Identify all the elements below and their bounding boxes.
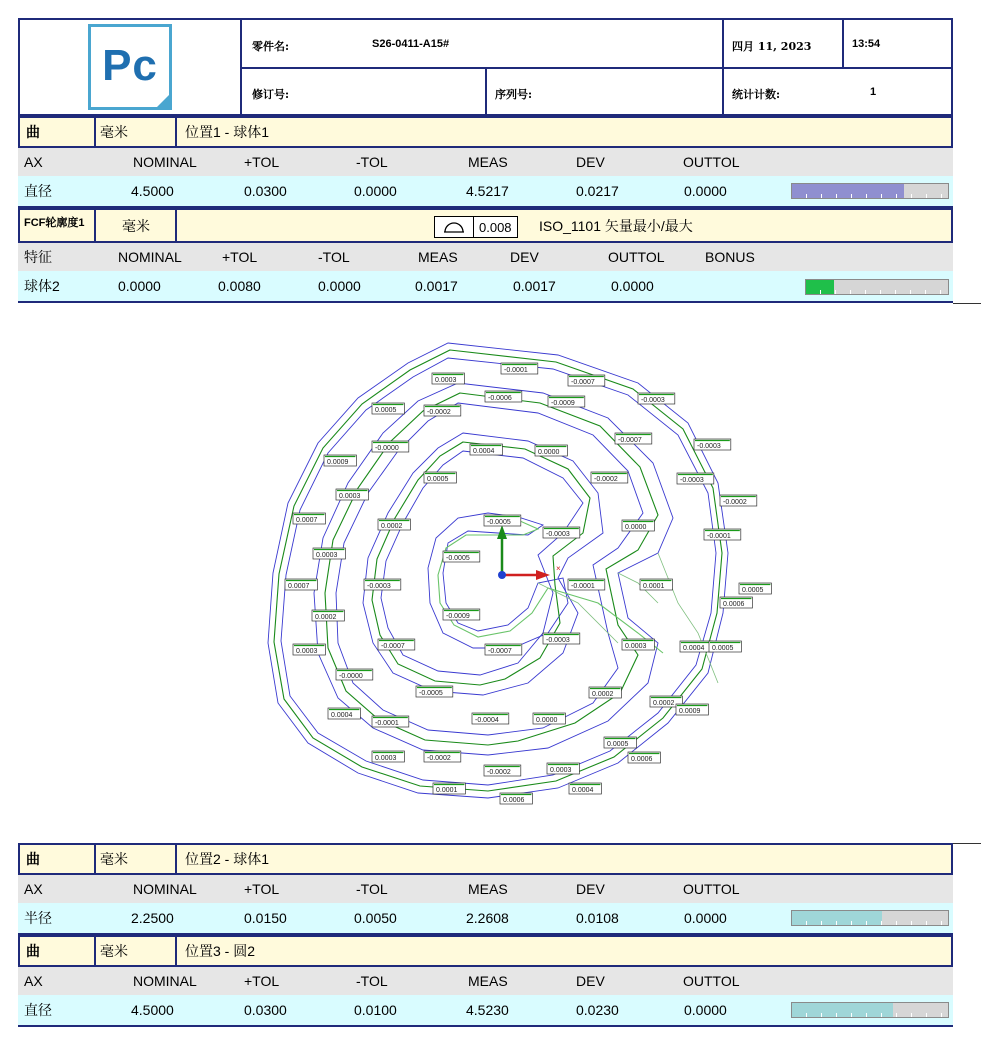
deviation-label	[589, 687, 621, 698]
deviation-label-text: 0.0003	[375, 755, 397, 762]
deviation-label	[293, 513, 325, 524]
fcf-tolerance-value: 0.008	[479, 219, 512, 235]
deviation-label	[470, 444, 502, 455]
fcf-standard: ISO_1101 矢量最小/最大	[539, 217, 693, 234]
deviation-label-text: 0.0003	[625, 643, 647, 650]
axis-label: 直径	[24, 183, 52, 199]
outtol-value: 0.0000	[684, 183, 727, 199]
col-nominal: NOMINAL	[133, 973, 197, 989]
dev-value: 0.0017	[513, 278, 556, 294]
deviation-label-text: 0.0003	[550, 767, 572, 774]
deviation-label-text: 0.0006	[723, 601, 745, 608]
section-3-column-headers	[18, 967, 953, 995]
deviation-label	[443, 609, 480, 620]
nominal-value: 2.2500	[131, 910, 174, 926]
deviation-label	[416, 686, 453, 697]
axis-label: 半径	[24, 910, 52, 926]
deviation-label	[569, 783, 601, 794]
dev-value: 0.0217	[576, 183, 619, 199]
serial-label: 序列号:	[495, 88, 533, 101]
deviation-label	[285, 579, 317, 590]
deviation-label-text: -0.0009	[551, 400, 575, 407]
feature-control-frame	[434, 216, 518, 238]
section-title: 位置1 - 球体1	[185, 124, 270, 140]
section-1-data-row	[18, 176, 953, 208]
deviation-label-text: -0.0002	[427, 409, 451, 416]
deviation-label	[568, 375, 605, 386]
deviation-label	[372, 441, 409, 452]
deviation-label-text: -0.0005	[446, 555, 470, 562]
section-2-data-row	[18, 903, 953, 935]
deviation-label	[720, 597, 752, 608]
deviation-label-text: -0.0003	[680, 477, 704, 484]
deviation-label	[548, 396, 585, 407]
deviation-label-text: -0.0002	[594, 476, 618, 483]
deviation-label	[622, 520, 654, 531]
profile-deviation-plot	[18, 303, 953, 843]
part-name-value: S26-0411-A15#	[372, 38, 450, 50]
deviation-label-text: 0.0005	[712, 645, 734, 652]
plus-tol-value: 0.0300	[244, 1002, 287, 1018]
deviation-label	[547, 763, 579, 774]
col-dev: DEV	[576, 973, 605, 989]
col-nominal: NOMINAL	[118, 249, 182, 265]
deviation-label	[638, 393, 675, 404]
col-minus-tol: -TOL	[356, 154, 388, 170]
deviation-label-text: -0.0005	[487, 519, 511, 526]
report-header	[18, 18, 953, 116]
deviation-label-text: -0.0000	[339, 673, 363, 680]
col-dev: DEV	[510, 249, 539, 265]
deviation-label-text: 0.0005	[427, 476, 449, 483]
deviation-label	[336, 669, 373, 680]
section-3-title-row	[18, 935, 953, 967]
deviation-label-text: -0.0003	[697, 443, 721, 450]
deviation-label-text: 0.0003	[435, 377, 457, 384]
deviation-label-text: -0.0000	[375, 445, 399, 452]
deviation-label-text: -0.0003	[546, 637, 570, 644]
section-2-title-row	[18, 843, 953, 875]
col-meas: MEAS	[418, 249, 458, 265]
deviation-label	[500, 793, 532, 804]
deviation-label-text: 0.0002	[315, 614, 337, 621]
deviation-label-text: 0.0009	[327, 459, 349, 466]
deviation-label	[336, 489, 368, 500]
col-plus-tol: +TOL	[244, 973, 280, 989]
deviation-label-text: 0.0000	[538, 449, 560, 456]
deviation-label	[543, 633, 580, 644]
deviation-label	[680, 641, 712, 652]
dimension-icon: 曲	[26, 125, 40, 141]
deviation-label	[543, 527, 580, 538]
deviation-label-text: 0.0004	[683, 645, 705, 652]
stat-count-value: 1	[870, 86, 877, 98]
col-nominal: NOMINAL	[133, 881, 197, 897]
section-1-column-headers	[18, 148, 953, 176]
col-dev: DEV	[576, 154, 605, 170]
divider-line	[953, 843, 981, 844]
dev-value: 0.0108	[576, 910, 619, 926]
deviation-label-text: 0.0000	[536, 717, 558, 724]
logo-corner	[156, 94, 170, 108]
col-minus-tol: -TOL	[356, 881, 388, 897]
deviation-label-text: -0.0007	[571, 379, 595, 386]
col-minus-tol: -TOL	[318, 249, 350, 265]
col-plus-tol: +TOL	[244, 154, 280, 170]
deviation-label-text: -0.0004	[475, 717, 499, 724]
col-minus-tol: -TOL	[356, 973, 388, 989]
deviation-label	[293, 644, 325, 655]
deviation-label-text: 0.0000	[625, 524, 647, 531]
deviation-label-text: 0.0003	[339, 493, 361, 500]
deviation-label	[615, 433, 652, 444]
deviation-label-text: 0.0003	[316, 552, 338, 559]
deviation-label	[424, 472, 456, 483]
revision-label: 修订号:	[252, 88, 290, 101]
deviation-label-text: -0.0002	[487, 769, 511, 776]
col-ax: AX	[24, 881, 43, 897]
deviation-label-text: 0.0002	[653, 700, 675, 707]
deviation-label	[378, 639, 415, 650]
deviation-label-text: 0.0002	[592, 691, 614, 698]
deviation-label	[364, 579, 401, 590]
deviation-label-text: -0.0001	[375, 720, 399, 727]
deviation-label-text: 0.0006	[503, 797, 525, 804]
deviation-label	[739, 583, 771, 594]
col-outtol: OUTTOL	[608, 249, 665, 265]
col-meas: MEAS	[468, 973, 508, 989]
deviation-label	[372, 403, 404, 414]
deviation-label	[622, 639, 654, 650]
fcf-data-row	[18, 271, 953, 303]
deviation-label	[640, 579, 672, 590]
part-name-label: 零件名:	[252, 40, 290, 53]
deviation-label	[709, 641, 741, 652]
deviation-label	[501, 363, 538, 374]
col-bonus: BONUS	[705, 249, 755, 265]
deviation-label	[372, 716, 409, 727]
outtol-value: 0.0000	[611, 278, 654, 294]
deviation-label	[485, 391, 522, 402]
fcf-column-headers	[18, 243, 953, 271]
deviation-label	[324, 455, 356, 466]
deviation-label	[591, 472, 628, 483]
dimension-icon: 曲	[26, 944, 40, 960]
deviation-label	[472, 713, 509, 724]
dimension-icon: 曲	[26, 852, 40, 868]
deviation-label-text: 0.0004	[331, 712, 353, 719]
unit-label: 毫米	[100, 124, 128, 140]
deviation-label	[372, 751, 404, 762]
deviation-label-text: -0.0009	[446, 613, 470, 620]
col-ax: AX	[24, 154, 43, 170]
deviation-label-text: 0.0007	[288, 583, 310, 590]
deviation-label	[484, 515, 521, 526]
minus-tol-value: 0.0100	[354, 1002, 397, 1018]
meas-value: 0.0017	[415, 278, 458, 294]
deviation-label-text: -0.0002	[723, 499, 747, 506]
deviation-label-text: 0.0003	[296, 648, 318, 655]
pc-logo	[88, 24, 172, 110]
deviation-label	[443, 551, 480, 562]
outtol-value: 0.0000	[684, 910, 727, 926]
divider-line	[953, 303, 981, 304]
deviation-label-text: 0.0006	[631, 756, 653, 763]
minus-tol-value: 0.0050	[354, 910, 397, 926]
profile-plot-svg	[18, 303, 953, 843]
col-nominal: NOMINAL	[133, 154, 197, 170]
section-2-column-headers	[18, 875, 953, 903]
deviation-label-text: 0.0001	[643, 583, 665, 590]
deviation-bar	[805, 279, 949, 295]
plus-tol-value: 0.0300	[244, 183, 287, 199]
nominal-value: 4.5000	[131, 183, 174, 199]
deviation-label-text: -0.0001	[571, 583, 595, 590]
deviation-bar	[791, 1002, 949, 1018]
col-meas: MEAS	[468, 881, 508, 897]
deviation-label-text: 0.0004	[572, 787, 594, 794]
plus-tol-value: 0.0080	[218, 278, 261, 294]
profile-surface-icon	[435, 217, 474, 237]
col-plus-tol: +TOL	[222, 249, 258, 265]
fcf-unit: 毫米	[122, 217, 150, 234]
deviation-label-text: -0.0001	[707, 533, 731, 540]
meas-value: 4.5217	[466, 183, 509, 199]
svg-text:×: ×	[556, 564, 561, 573]
axis-label: 直径	[24, 1002, 52, 1018]
deviation-label	[676, 704, 708, 715]
deviation-label	[432, 373, 464, 384]
deviation-label	[378, 519, 410, 530]
deviation-label-text: 0.0007	[296, 517, 318, 524]
col-feature: 特征	[24, 249, 52, 265]
deviation-label	[568, 579, 605, 590]
col-outtol: OUTTOL	[683, 881, 740, 897]
deviation-label	[677, 473, 714, 484]
col-plus-tol: +TOL	[244, 881, 280, 897]
deviation-label-text: 0.0005	[742, 587, 764, 594]
deviation-label	[628, 752, 660, 763]
meas-value: 4.5230	[466, 1002, 509, 1018]
deviation-label-text: 0.0004	[473, 448, 495, 455]
deviation-label	[485, 644, 522, 655]
col-outtol: OUTTOL	[683, 154, 740, 170]
deviation-label	[694, 439, 731, 450]
deviation-label	[535, 445, 567, 456]
deviation-label	[313, 548, 345, 559]
deviation-label	[484, 765, 521, 776]
fcf-title-row	[18, 208, 953, 243]
outtol-value: 0.0000	[684, 1002, 727, 1018]
deviation-label	[604, 737, 636, 748]
dev-value: 0.0230	[576, 1002, 619, 1018]
stat-count-label: 统计计数:	[732, 88, 781, 101]
deviation-label-text: -0.0007	[618, 437, 642, 444]
deviation-label-text: -0.0006	[488, 395, 512, 402]
deviation-bar	[791, 183, 949, 199]
col-meas: MEAS	[468, 154, 508, 170]
deviation-label-text: -0.0002	[427, 755, 451, 762]
deviation-label-text: 0.0001	[436, 787, 458, 794]
minus-tol-value: 0.0000	[354, 183, 397, 199]
deviation-label-text: 0.0005	[375, 407, 397, 414]
deviation-label-text: 0.0002	[381, 523, 403, 530]
nominal-value: 4.5000	[131, 1002, 174, 1018]
section-title: 位置3 - 圆2	[185, 943, 256, 959]
meas-value: 2.2608	[466, 910, 509, 926]
deviation-label-text: -0.0003	[367, 583, 391, 590]
deviation-label-text: -0.0003	[641, 397, 665, 404]
minus-tol-value: 0.0000	[318, 278, 361, 294]
deviation-bar	[791, 910, 949, 926]
deviation-label	[720, 495, 757, 506]
col-ax: AX	[24, 973, 43, 989]
deviation-label	[312, 610, 344, 621]
deviation-label	[424, 751, 461, 762]
deviation-label-text: -0.0001	[504, 367, 528, 374]
deviation-label	[433, 783, 465, 794]
plus-tol-value: 0.0150	[244, 910, 287, 926]
section-1-title-row	[18, 116, 953, 148]
section-3-data-row	[18, 995, 953, 1027]
nominal-value: 0.0000	[118, 278, 161, 294]
logo-text: Pc	[102, 41, 158, 90]
deviation-label	[424, 405, 461, 416]
unit-label: 毫米	[100, 943, 128, 959]
deviation-label-text: -0.0003	[546, 531, 570, 538]
deviation-label-text: -0.0007	[381, 643, 405, 650]
deviation-label	[533, 713, 565, 724]
col-outtol: OUTTOL	[683, 973, 740, 989]
col-dev: DEV	[576, 881, 605, 897]
section-title: 位置2 - 球体1	[185, 851, 270, 867]
fcf-label: FCF轮廓度1	[24, 217, 85, 230]
unit-label: 毫米	[100, 851, 128, 867]
report-time: 13:54	[852, 38, 881, 50]
deviation-label-text: 0.0005	[607, 741, 629, 748]
deviation-label-text: -0.0007	[488, 648, 512, 655]
feature-label: 球体2	[24, 278, 60, 294]
deviation-label-text: 0.0009	[679, 708, 701, 715]
report-date: 四月 11, 2023	[732, 40, 812, 53]
deviation-label	[328, 708, 360, 719]
deviation-label-text: -0.0005	[419, 690, 443, 697]
deviation-label	[704, 529, 741, 540]
